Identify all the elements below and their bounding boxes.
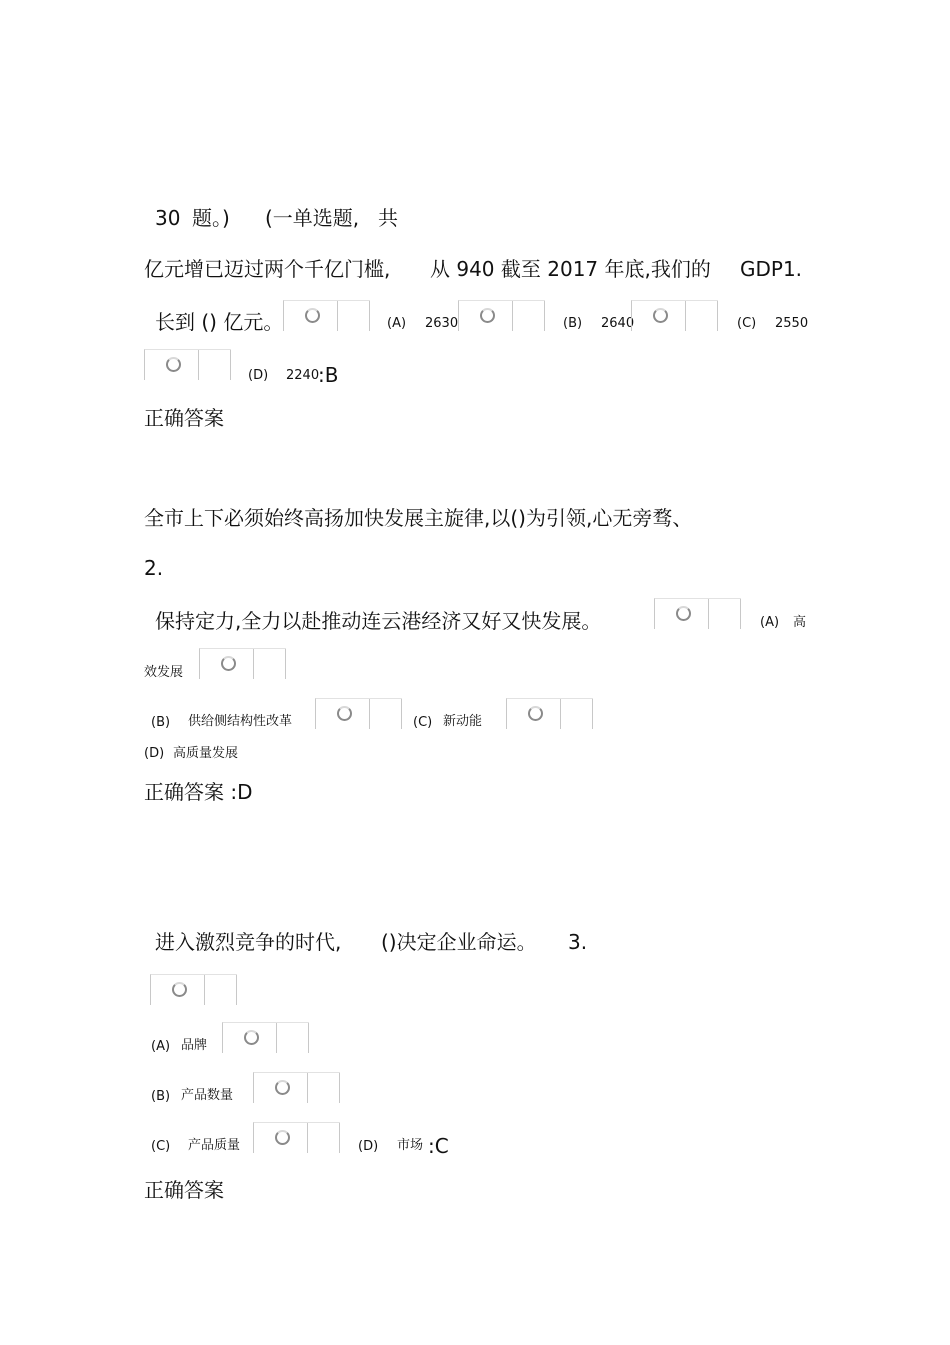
- question-2-number: 2.: [144, 556, 164, 580]
- answer-label: 正确答案: [144, 406, 224, 430]
- option-d-letter: (D): [144, 746, 165, 761]
- radio-circle-icon: [275, 1080, 290, 1095]
- answer-key: :C: [428, 1134, 449, 1158]
- option-b-text: 供给侧结构性改革: [188, 714, 293, 729]
- radio-circle-icon: [480, 308, 495, 323]
- option-b-text: 产品数量: [181, 1088, 234, 1103]
- option-c-text: 产品质量: [188, 1138, 241, 1153]
- radio-circle-icon: [166, 357, 181, 372]
- option-b-radio[interactable]: [222, 1022, 309, 1053]
- question-1-text-a: 亿元增已迈过两个千亿门槛,: [144, 257, 391, 281]
- question-2-text-b: 保持定力,全力以赴推动连云港经济又好又快发展。: [155, 609, 602, 633]
- header-gong: 共: [378, 206, 398, 230]
- question-1-number: GDP1.: [740, 257, 803, 281]
- option-b-letter: (B): [151, 715, 171, 730]
- option-d-radio[interactable]: [506, 698, 593, 729]
- option-c-letter: (C): [737, 316, 757, 331]
- option-a-text-cont: 效发展: [144, 665, 184, 680]
- option-c-letter: (C): [413, 715, 433, 730]
- question-3-text-b: ()决定企业命运。: [381, 930, 537, 954]
- radio-circle-icon: [676, 606, 691, 621]
- question-1-text-b: 从 940 截至 2017 年底,我们的: [430, 257, 711, 281]
- option-a-radio[interactable]: [654, 598, 741, 629]
- option-d-letter: (D): [358, 1139, 379, 1154]
- radio-circle-icon: [337, 706, 352, 721]
- option-d-text: 高质量发展: [173, 746, 239, 761]
- answer-key: :B: [318, 363, 339, 387]
- radio-circle-icon: [528, 706, 543, 721]
- option-d-radio[interactable]: [253, 1122, 340, 1153]
- option-c-radio[interactable]: [631, 300, 718, 331]
- header-text: 题。): [192, 206, 230, 230]
- option-b-radio[interactable]: [199, 648, 286, 679]
- option-a-letter: (A): [151, 1039, 171, 1054]
- question-1-text-c: 长到 () 亿元。: [155, 310, 284, 334]
- option-c-radio[interactable]: [315, 698, 402, 729]
- question-3-text-a: 进入激烈竞争的时代,: [155, 930, 342, 954]
- option-b-letter: (B): [151, 1089, 171, 1104]
- option-c-text: 新动能: [443, 714, 483, 729]
- answer-label: 正确答案 :D: [144, 780, 253, 804]
- option-b-letter: (B): [563, 316, 583, 331]
- radio-circle-icon: [172, 982, 187, 997]
- option-d-letter: (D): [248, 368, 269, 383]
- option-d-radio[interactable]: [144, 349, 231, 380]
- radio-circle-icon: [653, 308, 668, 323]
- option-c-text: 2550: [775, 316, 809, 331]
- option-a-radio[interactable]: [150, 974, 237, 1005]
- option-a-text: 品牌: [181, 1038, 208, 1053]
- radio-circle-icon: [244, 1030, 259, 1045]
- option-d-text: 市场: [397, 1138, 424, 1153]
- option-c-radio[interactable]: [253, 1072, 340, 1103]
- question-3-number: 3.: [568, 930, 588, 954]
- option-d-text: 2240: [286, 368, 320, 383]
- option-a-letter: (A): [760, 615, 780, 630]
- radio-circle-icon: [221, 656, 236, 671]
- total-count: 30: [155, 206, 181, 230]
- radio-circle-icon: [305, 308, 320, 323]
- answer-label: 正确答案: [144, 1178, 224, 1202]
- option-b-text: 2640: [601, 316, 635, 331]
- option-a-text: 2630: [425, 316, 459, 331]
- section-type: (一单选题,: [265, 206, 360, 230]
- option-a-letter: (A): [387, 316, 407, 331]
- option-a-text: 高: [793, 615, 807, 630]
- radio-circle-icon: [275, 1130, 290, 1145]
- option-b-radio[interactable]: [458, 300, 545, 331]
- option-a-radio[interactable]: [283, 300, 370, 331]
- question-2-text-a: 全市上下必须始终高扬加快发展主旋律,以()为引领,心无旁骛、: [144, 506, 693, 530]
- option-c-letter: (C): [151, 1139, 171, 1154]
